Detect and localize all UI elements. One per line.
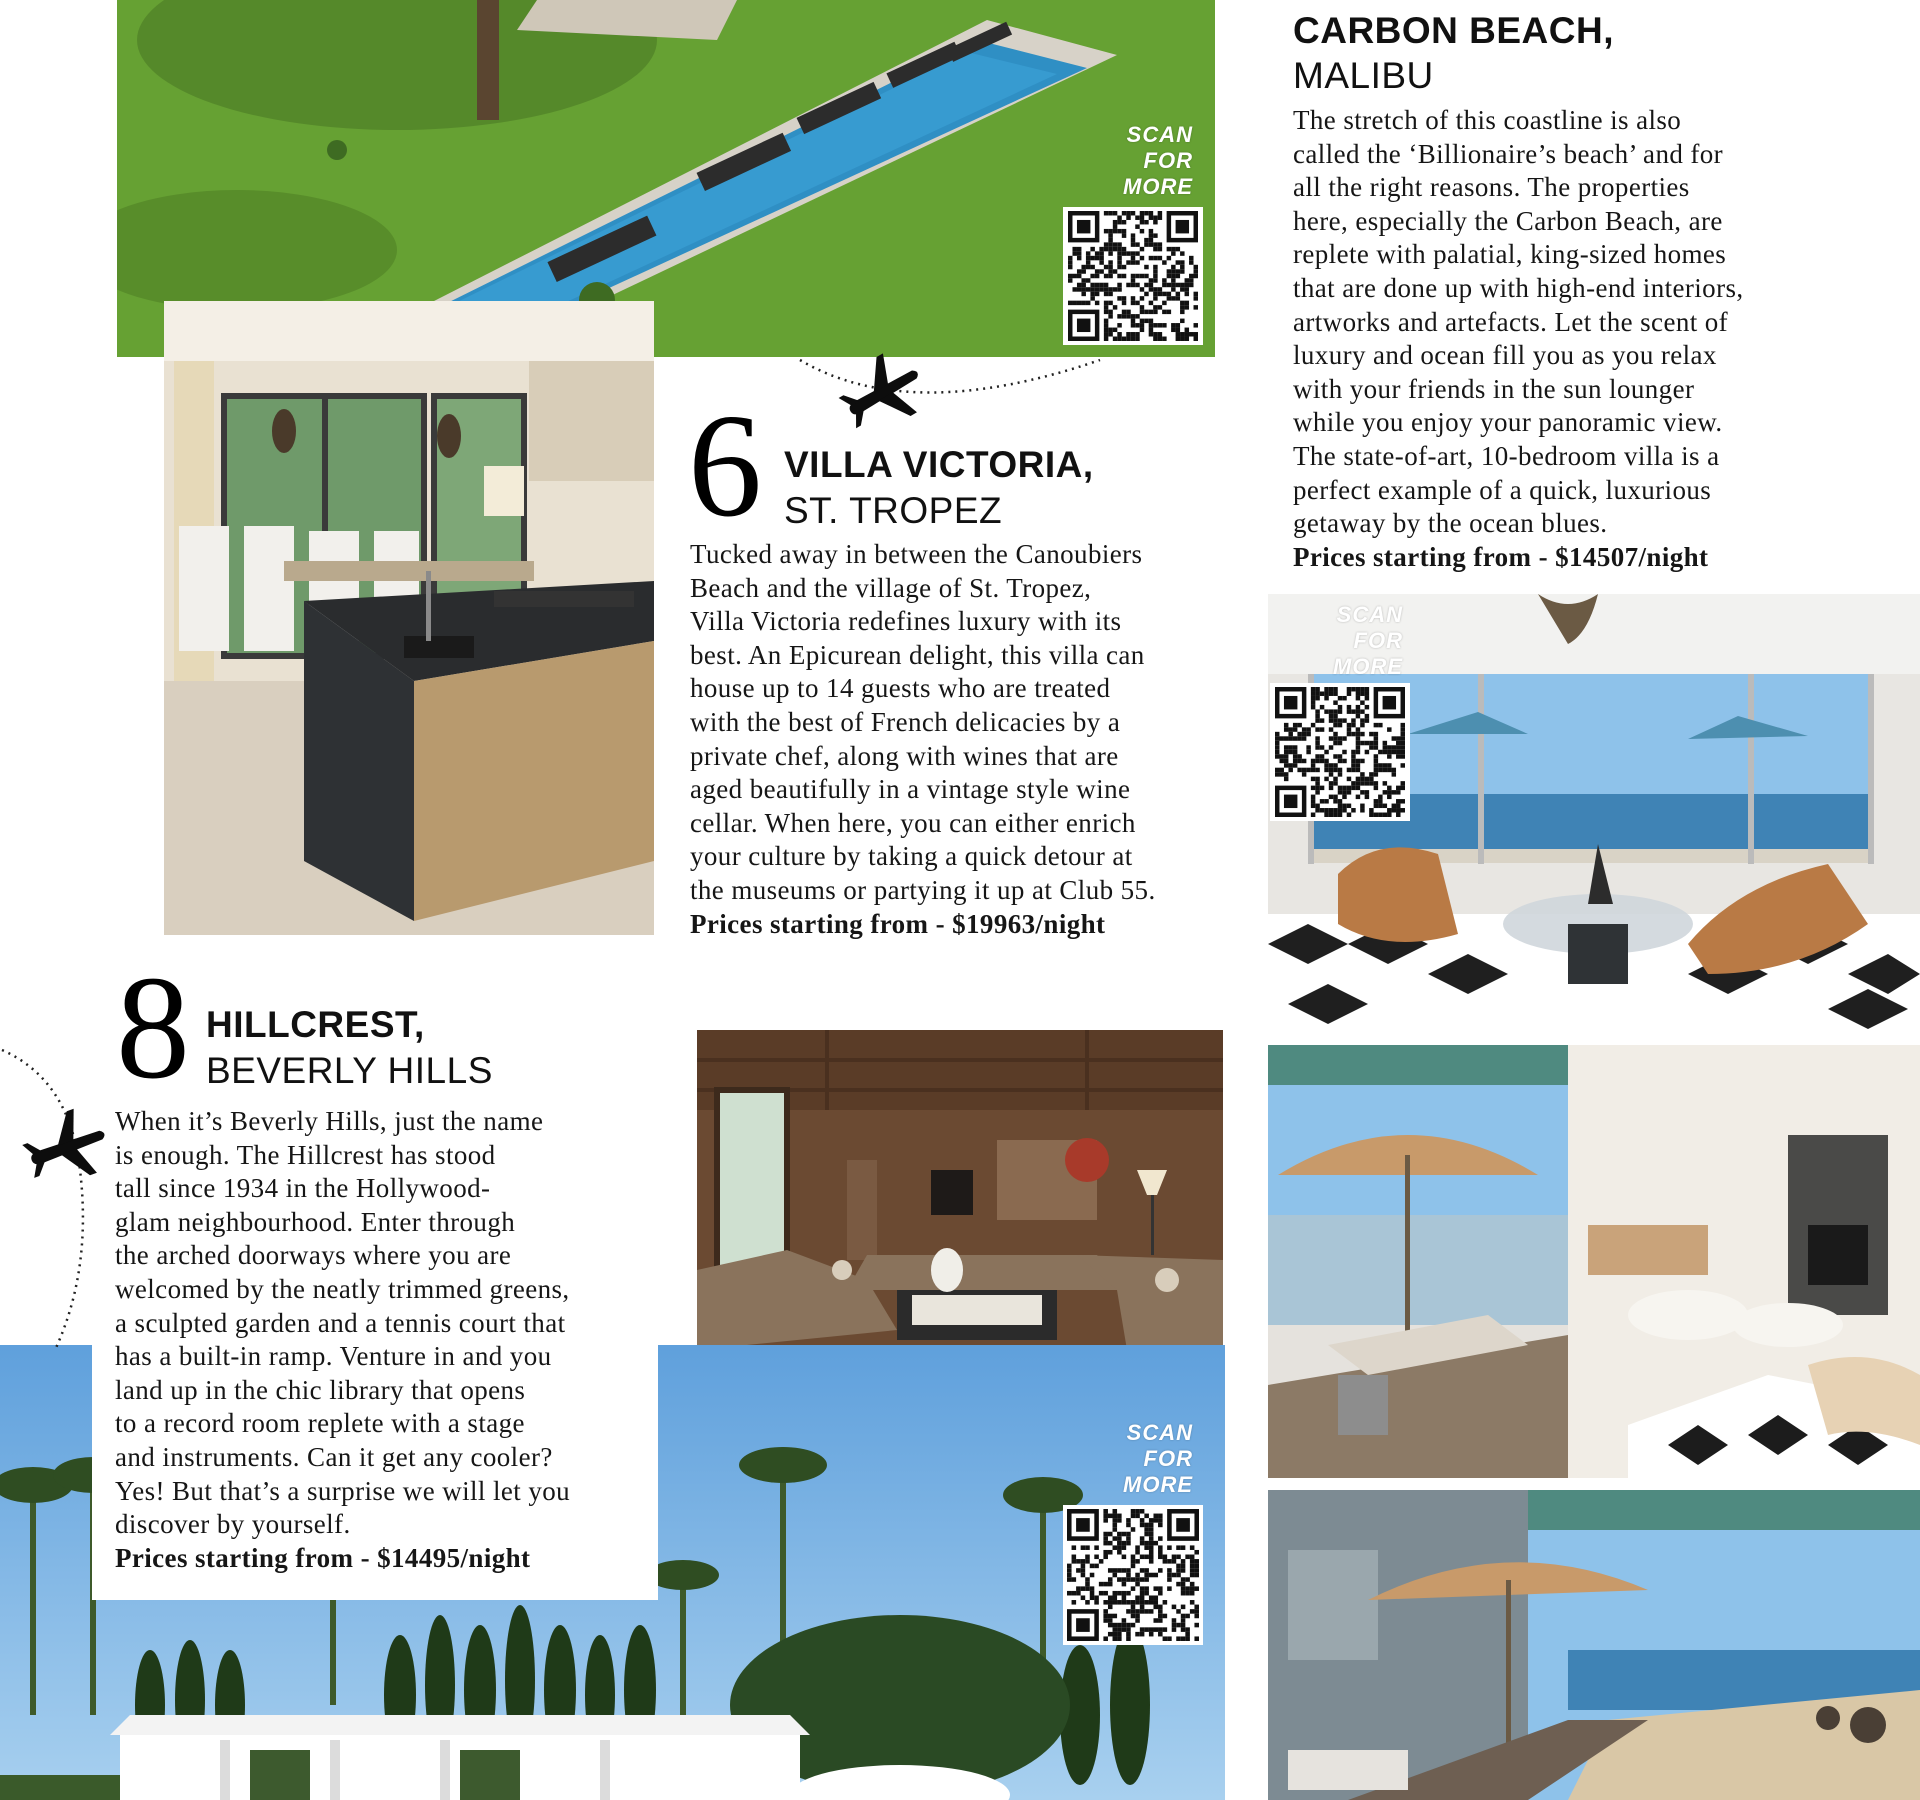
carbon-beach-location: MALIBU: [1293, 55, 1434, 96]
body-line: glam neighbourhood. Enter through: [115, 1206, 516, 1237]
body-line: and instruments. Can it get any cooler?: [115, 1441, 553, 1472]
body-line: Tucked away in between the Canoubiers: [690, 539, 1143, 569]
body-line: discover by yourself.: [115, 1509, 351, 1540]
body-line: cellar. When here, you can either enrich: [690, 807, 1136, 838]
body-line: welcomed by the neatly trimmed greens,: [115, 1273, 570, 1304]
body-line: that are done up with high-end interiors,: [1293, 272, 1744, 303]
body-line: your culture by taking a quick detour at: [690, 841, 1133, 872]
body-line: Beach and the village of St. Tropez,: [690, 572, 1092, 603]
body-line: with your friends in the sun lounger: [1293, 373, 1695, 404]
body-line: artworks and artefacts. Let the scent of: [1293, 306, 1729, 337]
body-line: land up in the chic library that opens: [115, 1374, 526, 1405]
more-word: MORE: [1123, 174, 1193, 199]
carbon-beach-terrace-photo: [1268, 1045, 1920, 1478]
body-line: to a record room replete with a stage: [115, 1408, 525, 1439]
villa-victoria-title: VILLA VICTORIA,: [784, 444, 1094, 485]
body-line: the museums or partying it up at Club 55.: [690, 874, 1156, 905]
body-line: tall since 1934 in the Hollywood-: [115, 1173, 491, 1204]
hillcrest-location: BEVERLY HILLS: [206, 1050, 493, 1091]
body-line: Villa Victoria redefines luxury with its: [690, 606, 1122, 637]
body-line: all the right reasons. The properties: [1293, 172, 1690, 203]
body-line: while you enjoy your panoramic view.: [1293, 407, 1723, 438]
more-word: MORE: [1333, 654, 1403, 679]
airplane-icon-left: [22, 1105, 114, 1189]
body-line: private chef, along with wines that are: [690, 740, 1119, 771]
scan-word: SCAN: [1336, 602, 1403, 627]
carbon-beach-balcony-photo: [1268, 1490, 1920, 1800]
body-line: replete with palatial, king-sized homes: [1293, 239, 1727, 270]
body-line: perfect example of a quick, luxurious: [1293, 474, 1712, 505]
qr-code-villa-victoria[interactable]: [1063, 207, 1203, 345]
flight-path-left: [0, 1040, 110, 1360]
body-line: a sculpted garden and a tennis court that: [115, 1307, 566, 1338]
airplane-icon: [838, 350, 930, 434]
body-line: called the ‘Billionaire’s beach’ and for: [1293, 138, 1724, 169]
carbon-beach-price: Prices starting from - $14507/night: [1293, 541, 1709, 572]
villa-victoria-price: Prices starting from - $19963/night: [690, 908, 1106, 939]
more-word: MORE: [1123, 1472, 1193, 1497]
carbon-beach-article: [1290, 0, 1910, 580]
villa-victoria-number: 6: [688, 384, 762, 548]
carbon-beach-body: [1293, 104, 1744, 574]
body-line: getaway by the ocean blues.: [1293, 508, 1608, 539]
hillcrest-title: HILLCREST,: [206, 1004, 425, 1045]
scan-word: SCAN: [1126, 122, 1193, 147]
qr-code-hillcrest[interactable]: [1063, 1505, 1203, 1645]
body-line: Yes! But that’s a surprise we will let you: [115, 1475, 571, 1506]
villa-victoria-body: [690, 538, 1156, 941]
scan-for-more-label-hillcrest: [1078, 1420, 1193, 1498]
hillcrest-body: [115, 1105, 570, 1575]
scan-for-more-label-carbon: [1288, 602, 1403, 680]
body-line: luxury and ocean fill you as you relax: [1293, 340, 1717, 371]
body-line: the arched doorways where you are: [115, 1240, 512, 1271]
for-word: FOR: [1143, 148, 1193, 173]
villa-victoria-location: ST. TROPEZ: [784, 490, 1003, 531]
for-word: FOR: [1353, 628, 1403, 653]
body-line: is enough. The Hillcrest has stood: [115, 1139, 496, 1170]
scan-word: SCAN: [1126, 1420, 1193, 1445]
kitchen-photo: [164, 301, 654, 935]
hillcrest-price: Prices starting from - $14495/night: [115, 1542, 531, 1573]
scan-for-more-label-top: [1078, 122, 1193, 200]
body-line: The stretch of this coastline is also: [1293, 105, 1682, 135]
body-line: here, especially the Carbon Beach, are: [1293, 205, 1723, 236]
hillcrest-library-photo: [697, 1030, 1223, 1395]
hillcrest-number: 8: [116, 946, 190, 1110]
body-line: When it’s Beverly Hills, just the name: [115, 1106, 544, 1136]
body-line: The state-of-art, 10-bedroom villa is a: [1293, 440, 1720, 471]
body-line: has a built-in ramp. Venture in and you: [115, 1341, 552, 1372]
for-word: FOR: [1143, 1446, 1193, 1471]
body-line: house up to 14 guests who are treated: [690, 673, 1111, 704]
body-line: aged beautifully in a vintage style wine: [690, 774, 1131, 805]
body-line: best. An Epicurean delight, this villa can: [690, 639, 1145, 670]
qr-code-carbon-beach[interactable]: [1270, 683, 1410, 821]
carbon-beach-title: CARBON BEACH,: [1293, 10, 1614, 51]
body-line: with the best of French delicacies by a: [690, 706, 1121, 737]
